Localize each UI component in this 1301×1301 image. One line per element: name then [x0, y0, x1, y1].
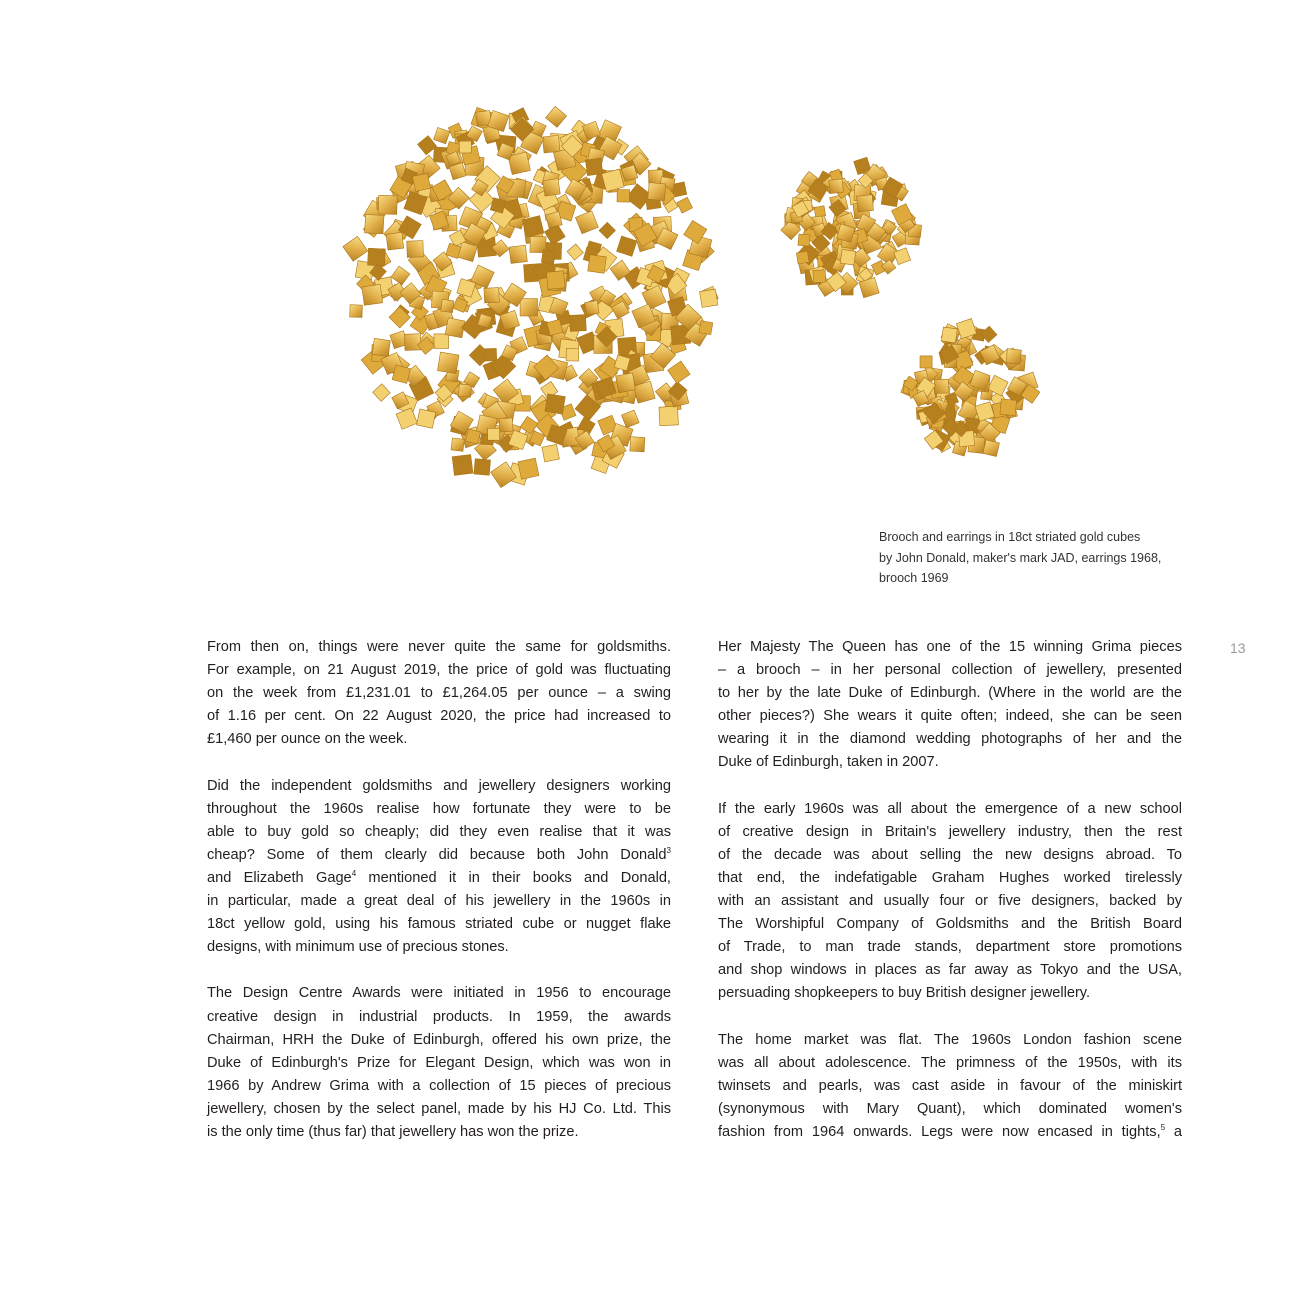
text-line: Duke of Edinburgh, taken in 2007. [718, 754, 939, 771]
gold-cube [814, 206, 826, 218]
gold-cube [416, 409, 435, 428]
gold-cube [522, 216, 544, 238]
gold-cube [362, 284, 383, 305]
footnote-marker: 4 [351, 868, 357, 878]
paragraph [718, 636, 1182, 775]
gold-cube [983, 440, 1000, 457]
text-line [718, 1121, 1182, 1144]
gold-cube [1006, 349, 1021, 364]
gold-cube [499, 418, 513, 432]
gold-cube [668, 361, 690, 383]
gold-cube [920, 356, 932, 368]
gold-cube [350, 305, 363, 318]
text-line: and shop windows in places as far away as Tokyo and the USA, [718, 962, 1182, 979]
gold-cube [404, 334, 421, 351]
gold-cube [796, 251, 809, 264]
text-line: on the week from £1,231.01 to £1,264.05 per ounce – a swing [207, 685, 671, 702]
gold-cube [541, 250, 555, 264]
text-line: of creative design in Britain's jewellery industry, then the rest [718, 823, 1182, 840]
text-line: Did the independent goldsmiths and jewellery designers working [207, 777, 671, 794]
gold-cube [343, 236, 368, 261]
text-line: 1966 by Andrew Grima with a collection of 15 pieces of precious [207, 1077, 671, 1094]
gold-cube [544, 224, 565, 245]
text-line: able to buy gold so cheaply; did they even realise that it was [207, 823, 671, 840]
gold-cube [829, 179, 844, 194]
text-line: with an assistant and usually four or five designers, backed by [718, 893, 1182, 910]
caption-line: by John Donald, maker's mark JAD, earrings 1968, [879, 550, 1162, 565]
gold-cube [585, 301, 599, 315]
gold-cube [575, 211, 598, 234]
gold-cube [465, 429, 480, 444]
gold-cube [588, 255, 607, 274]
gold-cube [509, 245, 527, 263]
gold-cube [798, 234, 810, 246]
gold-cube [616, 373, 636, 393]
gold-cube [648, 183, 666, 201]
footnote-marker: 3 [666, 845, 671, 855]
gold-cube [617, 189, 630, 202]
gold-cube [857, 195, 874, 212]
paragraph [718, 1029, 1182, 1144]
text-line: wearing it in the diamond wedding photographs of her and the [718, 731, 1182, 748]
gold-cube [386, 232, 404, 250]
gold-cube [545, 394, 565, 414]
text-line: that end, the indefatigable Graham Hughes worked tirelessly [718, 869, 1182, 886]
text-line [207, 867, 671, 890]
gold-cube [459, 141, 471, 153]
left-text-column [207, 636, 671, 1167]
text-line: of the decade was about selling the new designs abroad. To [718, 846, 1182, 863]
text-line: in particular, made a great deal of his jewellery in the 1960s in [207, 893, 671, 910]
earring-icon [781, 157, 922, 298]
caption-line: brooch 1969 [879, 571, 949, 585]
gold-cube [518, 458, 539, 479]
gold-cube [659, 406, 679, 426]
gold-cube [438, 352, 459, 373]
right-text-column [718, 636, 1182, 1167]
text-line: of Trade, to man trade stands, department store promotions [718, 939, 1182, 956]
jewellery-photo [330, 95, 1050, 505]
text-line: £1,460 per ounce on the week. [207, 731, 408, 748]
gold-cube [372, 338, 390, 356]
text-line: designs, with minimum use of precious stones. [207, 939, 509, 956]
gold-cube [488, 428, 500, 440]
text-line: For example, on 21 August 2019, the price of gold was fluctuating [207, 662, 671, 679]
text-segment: and Elizabeth Gage [207, 869, 352, 886]
text-line: From then on, things were never quite the same for goldsmiths. [207, 639, 671, 655]
gold-cube [396, 408, 417, 429]
text-line: jewellery, chosen by the select panel, made by his HJ Co. Ltd. This [207, 1100, 671, 1117]
text-line: persuading shopkeepers to buy British designer jewellery. [718, 985, 1091, 1002]
gold-cube [484, 348, 497, 361]
gold-cube [373, 384, 391, 402]
text-line: is the only time (thus far) that jewellery has won the prize. [207, 1123, 579, 1140]
gold-cube [484, 288, 499, 303]
gold-cube [1000, 399, 1017, 416]
paragraph [207, 775, 671, 960]
gold-cube [391, 266, 410, 285]
gold-cube [434, 334, 449, 349]
text-line: of 1.16 per cent. On 22 August 2020, the price had increased to [207, 708, 671, 725]
text-line: The Design Centre Awards were initiated in 1956 to encourage [207, 985, 671, 1002]
text-line: Chairman, HRH the Duke of Edinburgh, offered his own prize, the [207, 1031, 671, 1048]
footnote-marker: 5 [1160, 1122, 1166, 1132]
gold-cube [378, 195, 397, 214]
paragraph [207, 982, 671, 1144]
photo-caption [879, 527, 1179, 589]
gold-cube [840, 249, 856, 265]
gold-cube [677, 197, 693, 213]
gold-cube [441, 299, 454, 312]
gold-cube [542, 444, 559, 461]
gold-cube [407, 241, 424, 258]
text-line: other pieces?) She wears it quite often; indeed, she can be seen [718, 708, 1182, 725]
brooch-icon [343, 106, 719, 487]
text-line: If the early 1960s was all about the emergence of a new school [718, 800, 1182, 817]
gold-cube [412, 173, 430, 191]
text-line: to her by the late Duke of Edinburgh. (Where in the world are the [718, 685, 1182, 702]
gold-cube [566, 348, 579, 361]
text-line: – a brooch – in her personal collection of jewellery, presented [718, 662, 1182, 679]
gold-cube [365, 214, 384, 233]
text-line: was all about adolescence. The primness of the 1950s, with its [718, 1054, 1182, 1071]
text-line: Her Majesty The Queen has one of the 15 winning Grima pieces [718, 639, 1182, 655]
gold-cube [617, 236, 637, 256]
text-line: 18ct yellow gold, using his famous striated cube or nugget flake [207, 916, 671, 933]
gold-cube [546, 271, 565, 290]
gold-cube [630, 437, 645, 452]
gold-cube [567, 244, 583, 260]
text-segment: mentioned it in their books and Donald, [356, 869, 671, 886]
text-line: throughout the 1960s realise how fortunate they were to be [207, 800, 671, 817]
page-number: 13 [1230, 640, 1246, 656]
gold-cube [699, 321, 713, 335]
gold-cube [546, 106, 567, 127]
gold-cube [368, 248, 386, 266]
gold-cube [941, 327, 957, 343]
gold-cube [542, 135, 560, 153]
text-line: (synonymous with Mary Quant), which dominated women's [718, 1100, 1182, 1117]
gold-cube [474, 459, 491, 476]
gold-cube [599, 222, 615, 238]
text-line: The Worshipful Company of Goldsmiths and the British Board [718, 916, 1182, 933]
text-line: twinsets and pearls, was cast aside in favour of the miniskirt [718, 1077, 1182, 1094]
text-segment: a [1165, 1123, 1182, 1140]
gold-cube [520, 299, 537, 316]
text-line [207, 844, 671, 867]
earring-icon [901, 319, 1040, 457]
gold-cube [543, 179, 560, 196]
caption-line: Brooch and earrings in 18ct striated gold cubes [879, 530, 1141, 544]
text-segment: fashion from 1964 onwards. Legs were now encased in tights, [718, 1123, 1161, 1140]
gold-cube [700, 289, 718, 307]
gold-cube [458, 384, 471, 397]
gold-cube [434, 127, 450, 143]
gold-cube [452, 455, 473, 476]
gold-cube [451, 438, 464, 451]
text-line: Duke of Edinburgh's Prize for Elegant Design, which was won in [207, 1054, 671, 1071]
text-line: The home market was flat. The 1960s London fashion scene [718, 1031, 1182, 1048]
paragraph [207, 636, 671, 751]
text-line: creative design in industrial products. In 1959, the awards [207, 1008, 671, 1025]
gold-cube [585, 158, 603, 176]
gold-cube [569, 315, 586, 332]
gold-cube [621, 410, 639, 428]
paragraph [718, 798, 1182, 1006]
gold-cube [934, 379, 948, 393]
text-segment: cheap? Some of them clearly did because both John Donald [207, 846, 667, 863]
gold-cube [813, 270, 826, 283]
